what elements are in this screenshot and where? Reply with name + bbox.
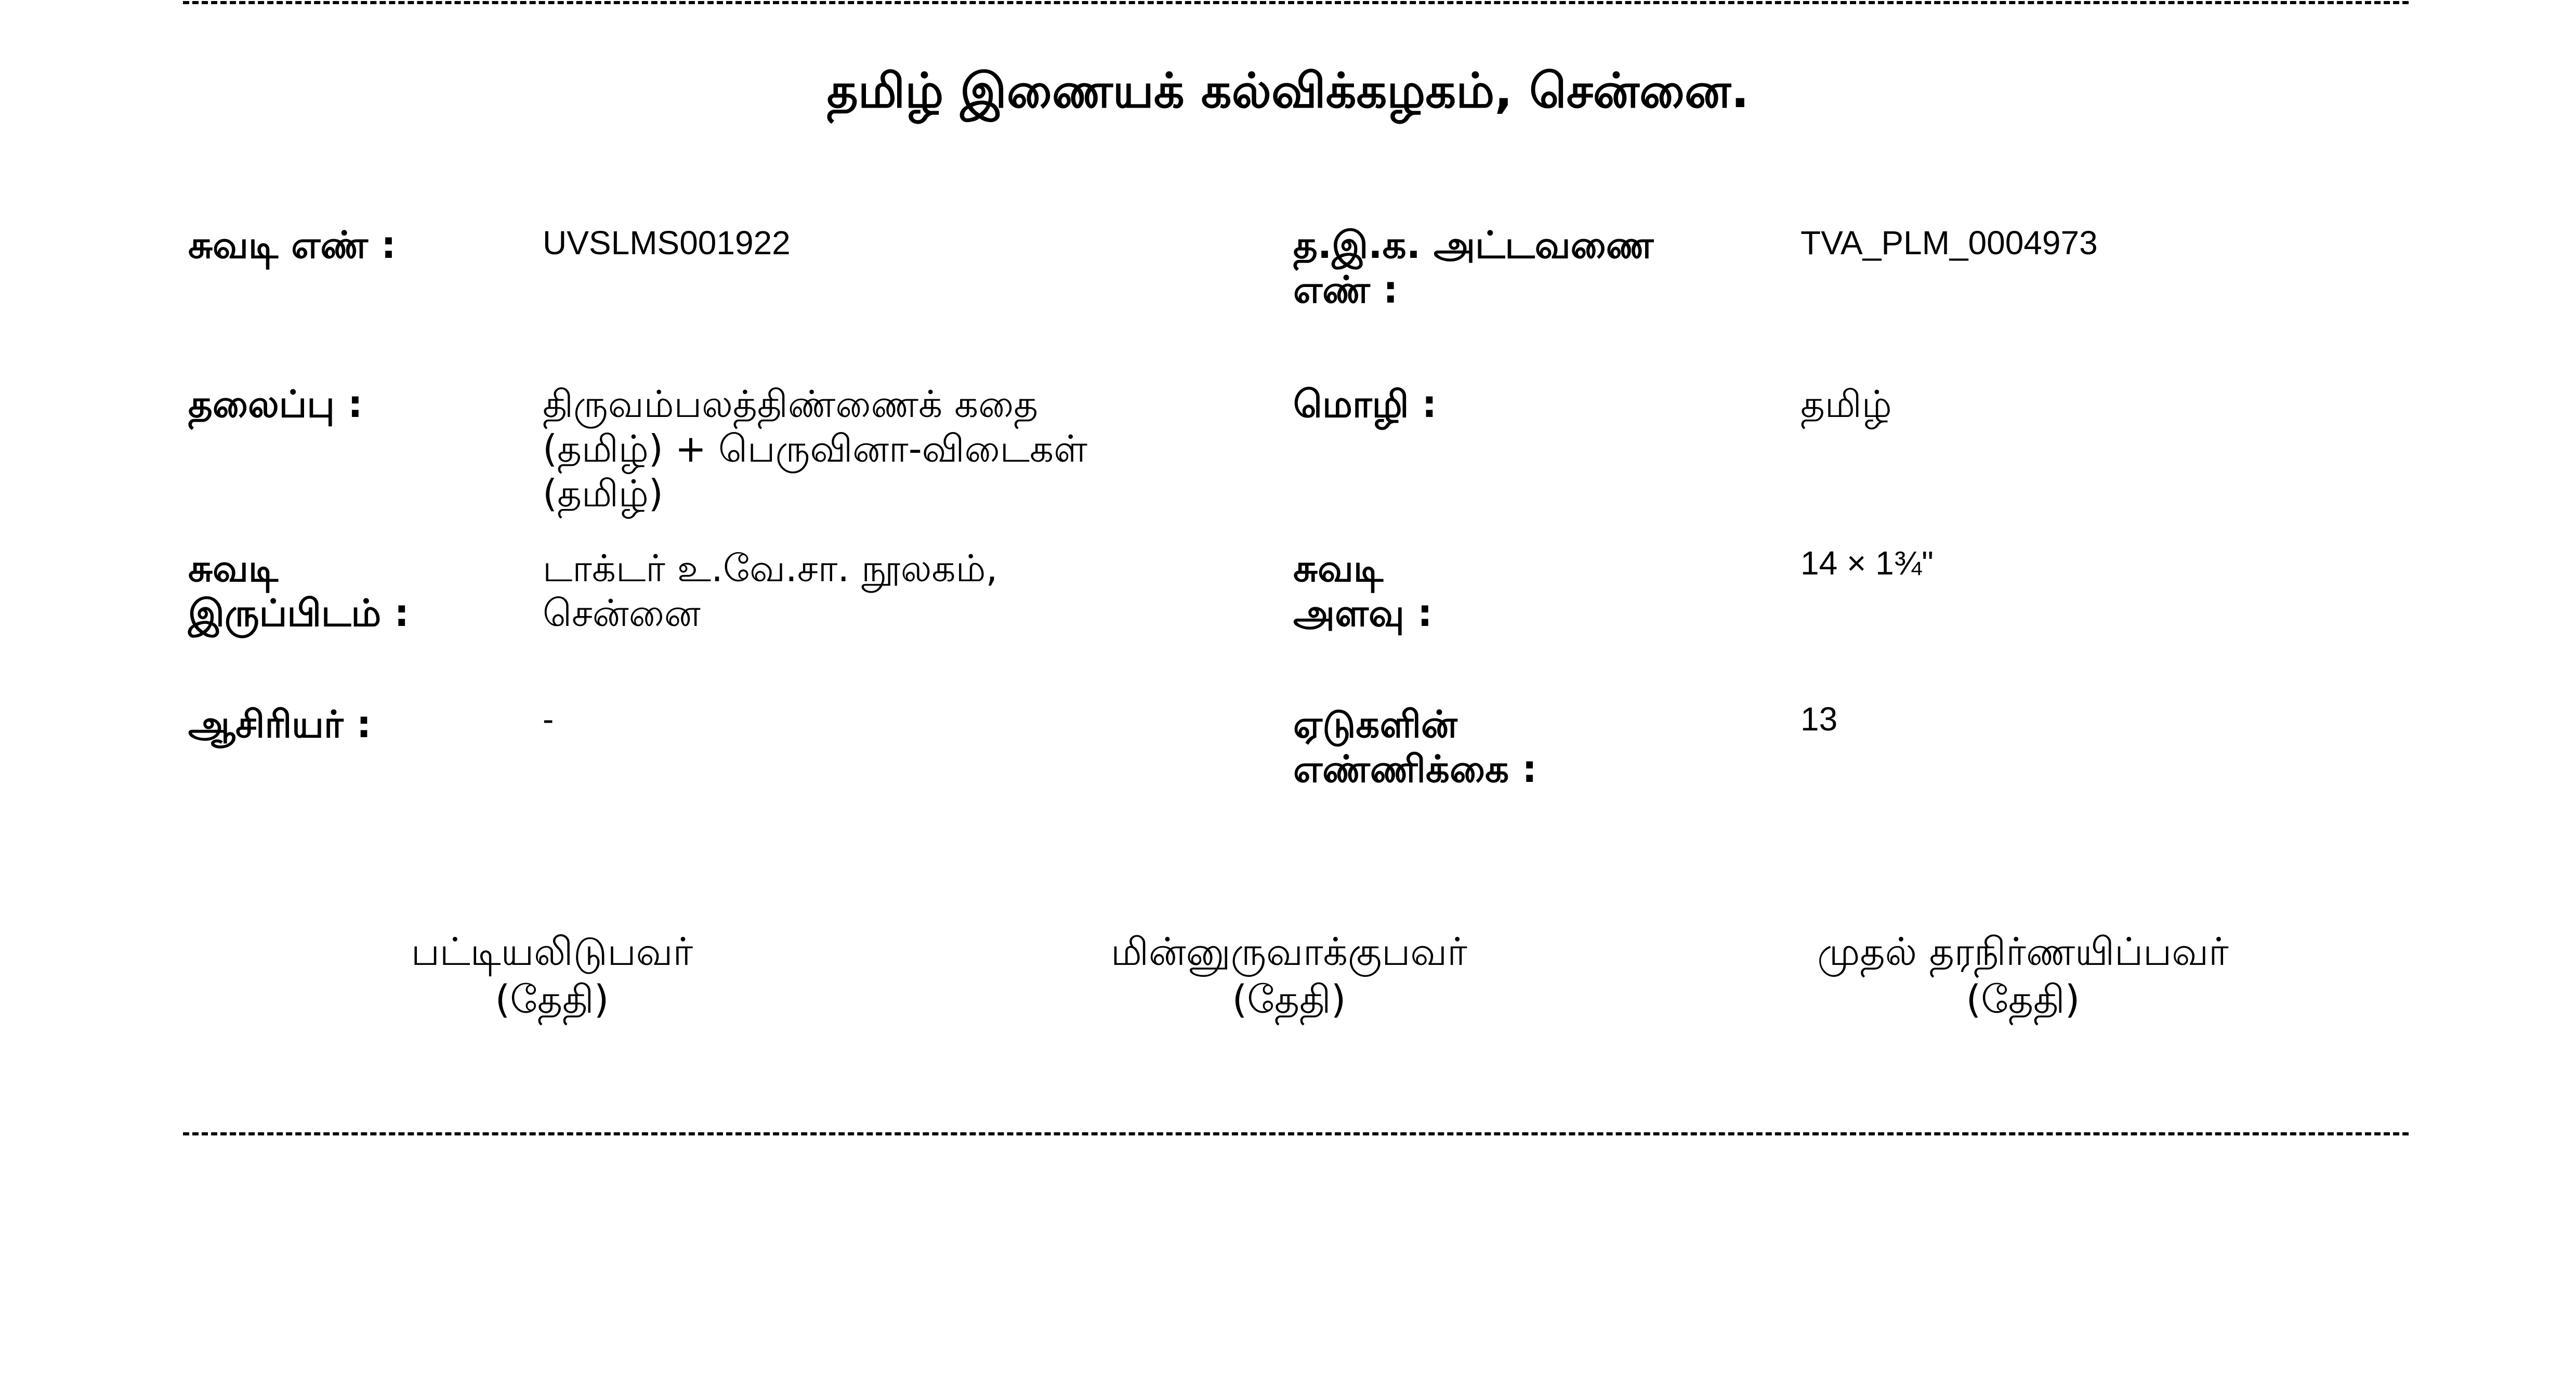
location-value: டாக்டர் உ.வே.சா. நூலகம், சென்னை <box>543 546 998 635</box>
signature-digitizer <box>1003 928 1575 1024</box>
size-label: சுவடி அளவு : <box>1293 546 1432 635</box>
size-value: 14 × 1¾" <box>1800 544 1934 582</box>
manuscript-number-label: சுவடி எண் : <box>188 223 396 267</box>
catalogue-number-label: த.இ.க. அட்டவணை எண் : <box>1293 223 1654 311</box>
signature-digitizer-date: (தேதி) <box>1232 977 1346 1022</box>
author-value: - <box>543 700 554 738</box>
signature-quality-checker <box>1737 928 2309 1024</box>
catalogue-number-value: TVA_PLM_0004973 <box>1800 224 2098 261</box>
signature-cataloguer-date: (தேதி) <box>495 977 609 1022</box>
signature-cataloguer <box>266 928 838 1024</box>
title-label: தலைப்பு : <box>188 382 363 426</box>
document-title: தமிழ் இணையக் கல்விக்கழகம், சென்னை. <box>826 63 1750 119</box>
location-label: சுவடி இருப்பிடம் : <box>188 546 410 635</box>
leaves-count-label: ஏடுகளின் எண்ணிக்கை : <box>1293 702 1537 791</box>
bottom-dashed-divider <box>183 1132 2409 1135</box>
language-label: மொழி : <box>1293 382 1437 426</box>
language-value: தமிழ் <box>1800 382 1892 426</box>
author-label: ஆசிரியர் : <box>188 702 372 746</box>
leaves-count-value: 13 <box>1800 700 1838 738</box>
signature-quality-checker-role: முதல் தரநிர்ணயிப்பவர் <box>1817 930 2229 974</box>
signature-quality-checker-date: (தேதி) <box>1966 977 2080 1022</box>
top-dashed-divider <box>183 1 2409 4</box>
title-value: திருவம்பலத்திண்ணைக் கதை (தமிழ்) + பெருவினா-விடைகள் (தமிழ்) <box>543 382 1088 515</box>
manuscript-number-value: UVSLMS001922 <box>543 224 791 261</box>
signature-digitizer-role: மின்னுருவாக்குபவர் <box>1111 930 1467 974</box>
signature-cataloguer-role: பட்டியலிடுபவர் <box>411 930 693 974</box>
